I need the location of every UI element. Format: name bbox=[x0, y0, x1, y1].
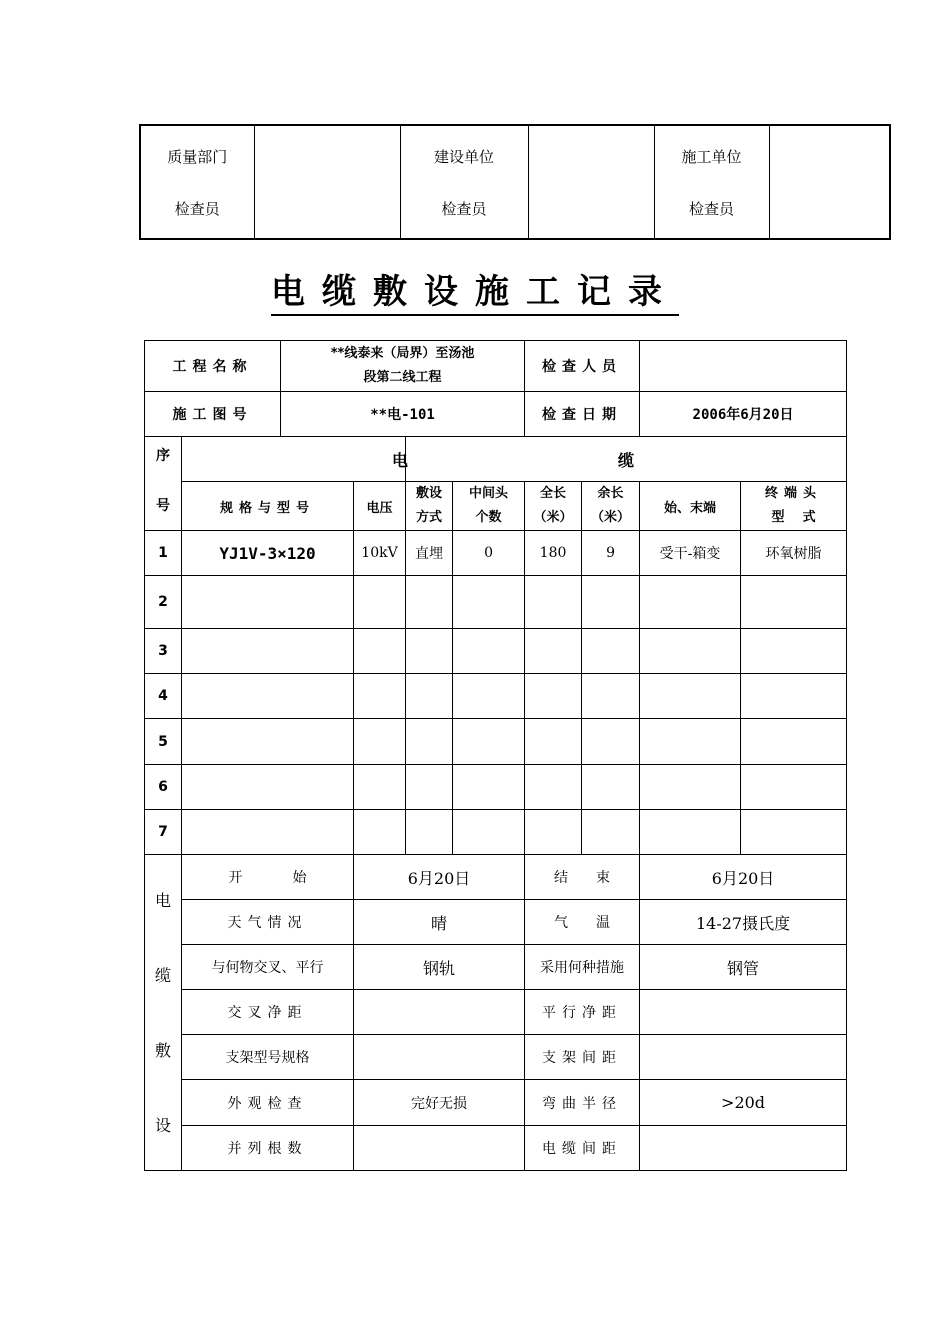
row-joints[interactable] bbox=[453, 674, 525, 719]
bend-radius-value[interactable]: >20d bbox=[640, 1080, 847, 1126]
row-spare[interactable] bbox=[582, 765, 640, 810]
cross-distance-label: 交叉净距 bbox=[182, 990, 354, 1035]
row-length[interactable] bbox=[525, 576, 582, 629]
project-name-value: **线泰来（局界）至汤池 段第二线工程 bbox=[281, 341, 525, 392]
row-termination[interactable] bbox=[741, 576, 847, 629]
row-joints[interactable] bbox=[453, 719, 525, 765]
quality-dept-signature[interactable] bbox=[254, 125, 400, 239]
bracket-spec-label: 支架型号规格 bbox=[182, 1035, 354, 1080]
row-length[interactable] bbox=[525, 674, 582, 719]
end-label: 结束 bbox=[525, 855, 640, 900]
row-voltage[interactable] bbox=[354, 810, 406, 855]
bracket-spec-value[interactable] bbox=[354, 1035, 525, 1080]
row-ends[interactable] bbox=[640, 629, 741, 674]
parallel-count-value[interactable] bbox=[354, 1126, 525, 1171]
drawing-no-label: 施工图号 bbox=[145, 392, 281, 437]
inspector-value[interactable] bbox=[640, 341, 847, 392]
parallel-count-label: 并列根数 bbox=[182, 1126, 354, 1171]
row-spare[interactable] bbox=[582, 629, 640, 674]
row-ends[interactable] bbox=[640, 576, 741, 629]
row-joints[interactable] bbox=[453, 629, 525, 674]
temperature-label: 气温 bbox=[525, 900, 640, 945]
crossing-value[interactable]: 钢轨 bbox=[354, 945, 525, 990]
table-row bbox=[145, 576, 847, 629]
bracket-gap-value[interactable] bbox=[640, 1035, 847, 1080]
construction-unit-signature[interactable] bbox=[528, 125, 654, 239]
row-spec[interactable] bbox=[182, 674, 354, 719]
row-voltage[interactable] bbox=[354, 719, 406, 765]
row-number: 7 bbox=[145, 810, 182, 855]
row-voltage[interactable] bbox=[354, 629, 406, 674]
row-termination[interactable] bbox=[741, 810, 847, 855]
parallel-distance-label: 平行净距 bbox=[525, 990, 640, 1035]
start-value[interactable]: 6月20日 bbox=[354, 855, 525, 900]
row-voltage[interactable] bbox=[354, 765, 406, 810]
cable-gap-value[interactable] bbox=[640, 1126, 847, 1171]
row-spec[interactable] bbox=[182, 629, 354, 674]
row-number: 3 bbox=[145, 629, 182, 674]
row-joints[interactable]: 0 bbox=[453, 531, 525, 576]
row-ends[interactable] bbox=[640, 765, 741, 810]
appearance-label: 外观检查 bbox=[182, 1080, 354, 1126]
cable-gap-label: 电缆间距 bbox=[525, 1126, 640, 1171]
row-termination[interactable] bbox=[741, 629, 847, 674]
cable-group-header-right: 缆 bbox=[406, 437, 847, 482]
col-length: 全长 （米） bbox=[525, 482, 582, 531]
row-spare[interactable] bbox=[582, 719, 640, 765]
row-spec[interactable] bbox=[182, 576, 354, 629]
bracket-gap-label: 支架间距 bbox=[525, 1035, 640, 1080]
appearance-value[interactable]: 完好无损 bbox=[354, 1080, 525, 1126]
col-voltage: 电压 bbox=[354, 482, 406, 531]
row-method[interactable] bbox=[406, 629, 453, 674]
row-spare[interactable] bbox=[582, 674, 640, 719]
table-row bbox=[145, 719, 847, 765]
cable-group-header-left: 电 bbox=[182, 437, 406, 482]
col-ends: 始、末端 bbox=[640, 482, 741, 531]
row-spare[interactable] bbox=[582, 810, 640, 855]
builder-signature[interactable] bbox=[769, 125, 890, 239]
cable-laying-record-table bbox=[144, 340, 847, 1171]
row-number: 4 bbox=[145, 674, 182, 719]
seq-header: 序 号 bbox=[145, 437, 182, 531]
cross-distance-value[interactable] bbox=[354, 990, 525, 1035]
weather-label: 天气情况 bbox=[182, 900, 354, 945]
temperature-value[interactable]: 14-27摄氏度 bbox=[640, 900, 847, 945]
builder-label: 施工单位 检查员 bbox=[654, 125, 769, 239]
row-method[interactable] bbox=[406, 765, 453, 810]
row-spec[interactable] bbox=[182, 719, 354, 765]
row-ends[interactable] bbox=[640, 810, 741, 855]
col-method: 敷设 方式 bbox=[406, 482, 453, 531]
row-termination[interactable] bbox=[741, 674, 847, 719]
row-ends[interactable] bbox=[640, 674, 741, 719]
row-spare[interactable] bbox=[582, 576, 640, 629]
crossing-label: 与何物交叉、平行 bbox=[182, 945, 354, 990]
end-value[interactable]: 6月20日 bbox=[640, 855, 847, 900]
col-joints: 中间头 个数 bbox=[453, 482, 525, 531]
start-label: 开始 bbox=[182, 855, 354, 900]
weather-value[interactable]: 晴 bbox=[354, 900, 525, 945]
row-voltage[interactable] bbox=[354, 576, 406, 629]
check-date-value: 2006年6月20日 bbox=[640, 392, 847, 437]
row-ends[interactable] bbox=[640, 719, 741, 765]
table-row bbox=[145, 531, 847, 576]
row-method[interactable]: 直埋 bbox=[406, 531, 453, 576]
measure-value[interactable]: 钢管 bbox=[640, 945, 847, 990]
row-joints[interactable] bbox=[453, 810, 525, 855]
col-spare: 余长 （米） bbox=[582, 482, 640, 531]
row-number: 2 bbox=[145, 576, 182, 629]
row-method[interactable] bbox=[406, 674, 453, 719]
table-row bbox=[145, 674, 847, 719]
check-date-label: 检查日期 bbox=[525, 392, 640, 437]
row-spec[interactable] bbox=[182, 765, 354, 810]
row-number: 6 bbox=[145, 765, 182, 810]
row-number: 5 bbox=[145, 719, 182, 765]
row-spec[interactable]: YJ1V-3×120 bbox=[182, 531, 354, 576]
row-joints[interactable] bbox=[453, 576, 525, 629]
row-termination[interactable] bbox=[741, 719, 847, 765]
measure-label: 采用何种措施 bbox=[525, 945, 640, 990]
row-joints[interactable] bbox=[453, 765, 525, 810]
row-length[interactable] bbox=[525, 629, 582, 674]
row-spare[interactable]: 9 bbox=[582, 531, 640, 576]
col-spec: 规格与型号 bbox=[182, 482, 354, 531]
construction-unit-label: 建设单位 检查员 bbox=[400, 125, 528, 239]
row-length[interactable] bbox=[525, 719, 582, 765]
row-voltage[interactable]: 10kV bbox=[354, 531, 406, 576]
row-number: 1 bbox=[145, 531, 182, 576]
row-method[interactable] bbox=[406, 810, 453, 855]
drawing-no-value: **电-101 bbox=[281, 392, 525, 437]
signoff-table bbox=[139, 124, 891, 240]
row-length[interactable] bbox=[525, 765, 582, 810]
row-length[interactable] bbox=[525, 810, 582, 855]
document-title: 电缆敷设施工记录 bbox=[0, 268, 950, 316]
row-ends[interactable]: 受干-箱变 bbox=[640, 531, 741, 576]
row-voltage[interactable] bbox=[354, 674, 406, 719]
table-row bbox=[145, 765, 847, 810]
row-method[interactable] bbox=[406, 719, 453, 765]
table-row bbox=[145, 629, 847, 674]
row-length[interactable]: 180 bbox=[525, 531, 582, 576]
row-termination[interactable] bbox=[741, 765, 847, 810]
parallel-distance-value[interactable] bbox=[640, 990, 847, 1035]
bend-radius-label: 弯曲半径 bbox=[525, 1080, 640, 1126]
laying-side-label: 电 缆 敷 设 bbox=[145, 855, 182, 1171]
col-termination: 终端头 型 式 bbox=[741, 482, 847, 531]
row-method[interactable] bbox=[406, 576, 453, 629]
row-termination[interactable]: 环氧树脂 bbox=[741, 531, 847, 576]
inspector-label: 检查人员 bbox=[525, 341, 640, 392]
project-name-label: 工程名称 bbox=[145, 341, 281, 392]
quality-dept-label: 质量部门 检查员 bbox=[140, 125, 254, 239]
table-row bbox=[145, 810, 847, 855]
row-spec[interactable] bbox=[182, 810, 354, 855]
